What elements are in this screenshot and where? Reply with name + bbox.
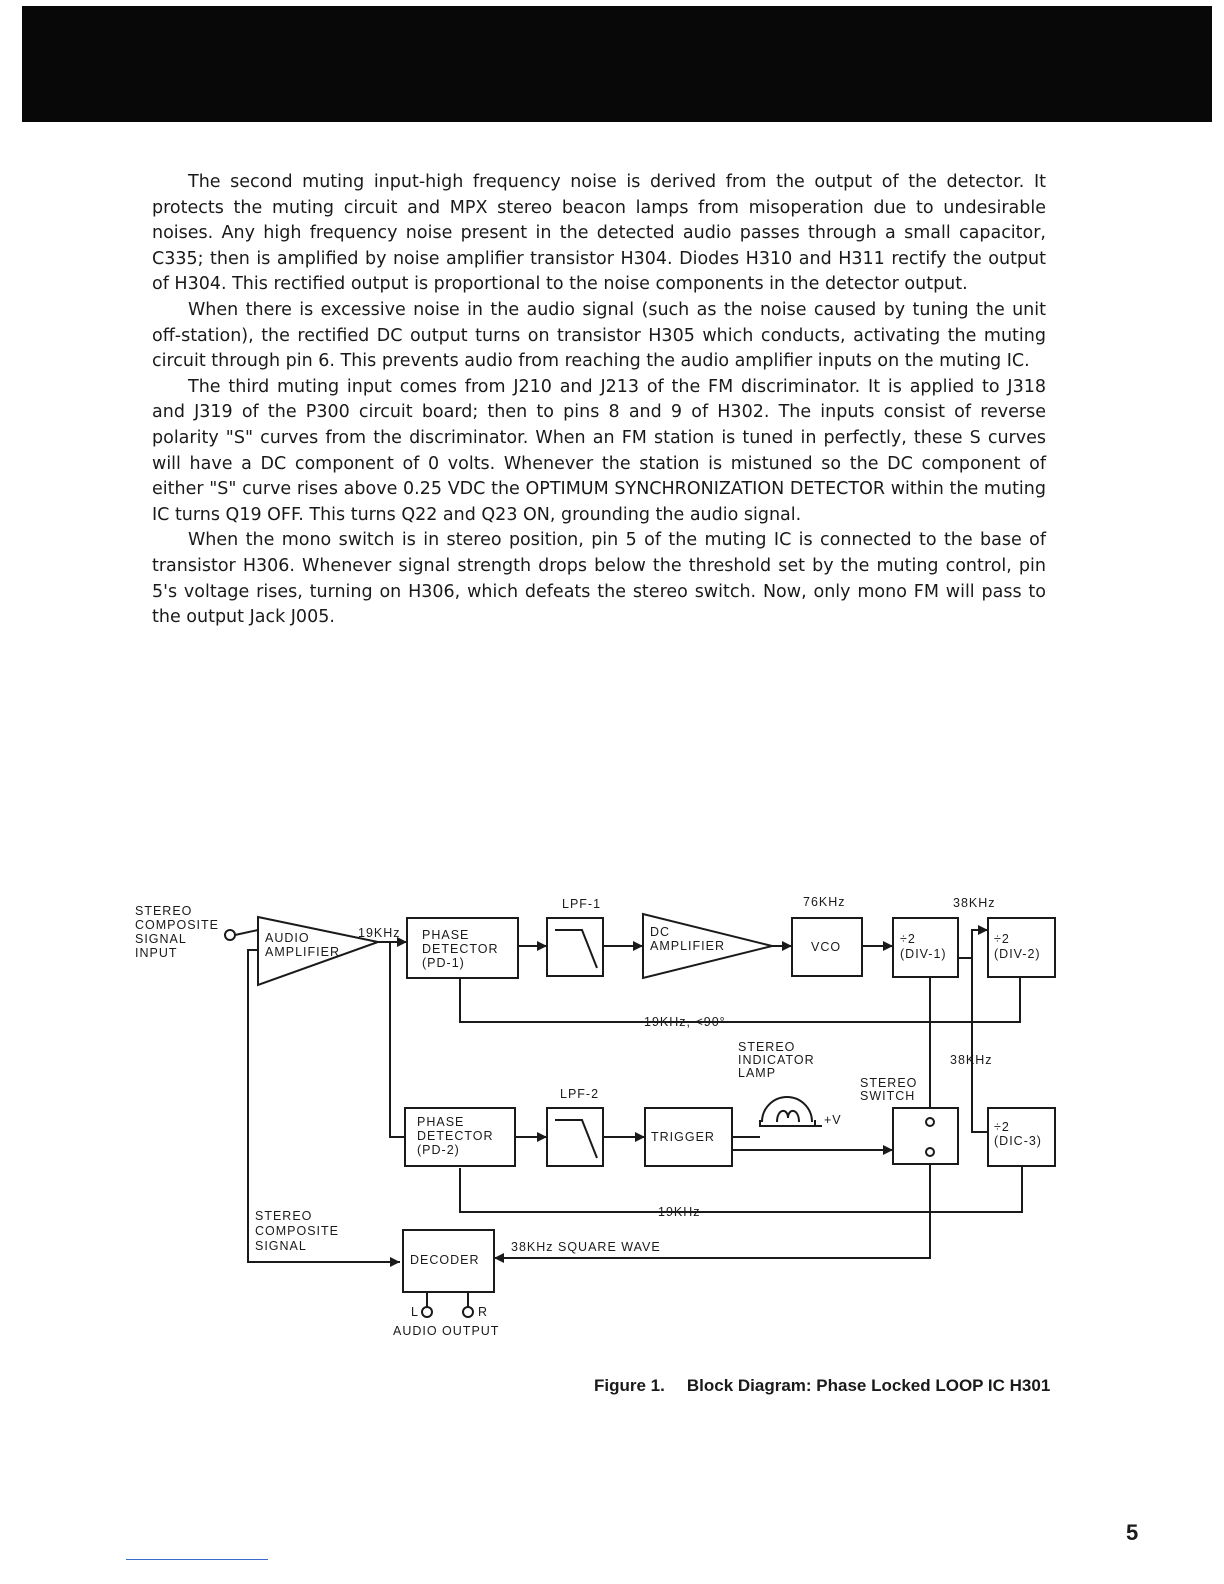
footer-rule: [126, 1559, 268, 1560]
dc-amp-label-2: AMPLIFIER: [650, 939, 725, 953]
plus-v-label: +V: [824, 1113, 842, 1127]
switch-contact-bottom: [926, 1148, 934, 1156]
header-band: [22, 6, 1212, 122]
freq-38k-top: 38KHz: [953, 896, 996, 910]
input-label-1: STEREO: [135, 904, 193, 918]
composite2-label-2: COMPOSITE: [255, 1224, 340, 1238]
freq-19k-top: 19KHz: [358, 926, 401, 940]
dc-amp-label-1: DC: [650, 925, 671, 939]
div1-label-2: (DIV-1): [900, 947, 947, 961]
decoder-label: DECODER: [410, 1253, 480, 1267]
lamp-label-3: LAMP: [738, 1066, 777, 1080]
pd2-label-2: DETECTOR: [417, 1129, 494, 1143]
lamp-label-1: STEREO: [738, 1040, 796, 1054]
switch-contact-top: [926, 1118, 934, 1126]
block-diagram: [0, 880, 1224, 1350]
dic3-label-1: ÷2: [994, 1120, 1010, 1134]
figure-title: Block Diagram: Phase Locked LOOP IC H301: [686, 1376, 1051, 1395]
input-terminal: [225, 930, 235, 940]
pd1-label-3: (PD-1): [422, 956, 465, 970]
paragraph-3: The third muting input comes from J210 and J213 of the FM discriminator. It is applied to J318 and J319 of the P300 circuit board; then to pins 8 and 9 of H302. The inputs consist of reverse polarity "S" curves from the discriminator. When an FM station is tuned in perfectly, these S curves will have a DC component of 0 volts. Whenever the station is mistuned so the DC component of either "S" curve rises above 0.25 VDC the OPTIMUM SYNCHRONIZATION DETECTOR within the muting IC turns Q19 OFF. This turns Q22 and Q23 ON, grounding the audio signal.: [152, 376, 1046, 525]
lpf1-block: [547, 918, 603, 976]
square-wave-label: 38KHz SQUARE WAVE: [511, 1240, 661, 1254]
pd1-label-2: DETECTOR: [422, 942, 499, 956]
freq-38k-mid: 38KHz: [950, 1053, 993, 1067]
stereo-switch-label-1: STEREO: [860, 1076, 918, 1090]
pd2-label-1: PHASE: [417, 1115, 465, 1129]
lamp-label-2: INDICATOR: [738, 1053, 815, 1067]
feedback-label: 19KHz, <90°: [644, 1015, 726, 1029]
composite2-label-3: SIGNAL: [255, 1239, 307, 1253]
trigger-label: TRIGGER: [651, 1130, 715, 1144]
dic3-label-2: (DIC-3): [994, 1134, 1042, 1148]
lpf1-label: LPF-1: [562, 897, 602, 911]
paragraph-2: When there is excessive noise in the audio signal (such as the noise caused by tuning the unit off-station), the rectified DC output turns on transistor H305 which conducts, activating the muting circuit through pin 6. This prevents audio from reaching the audio amplifier inputs on the muting IC.: [152, 299, 1046, 372]
vco-label: VCO: [811, 940, 842, 954]
input-label-3: SIGNAL: [135, 932, 187, 946]
left-output-label: L: [411, 1305, 419, 1319]
composite2-label-1: STEREO: [255, 1209, 313, 1223]
paragraph-4: When the mono switch is in stereo position, pin 5 of the muting IC is connected to the base of transistor H306. Whenever signal strength drops below the threshold set by the muting control, pin 5's voltage rises, turning on H306, which defeats the stereo switch. Now, only mono FM will pass to the output Jack J005.: [152, 530, 1046, 628]
input-label-4: INPUT: [135, 946, 178, 960]
left-output-terminal: [422, 1307, 432, 1317]
audio-amp-label-2: AMPLIFIER: [265, 945, 340, 959]
freq-76k: 76KHz: [803, 895, 846, 909]
pd2-label-3: (PD-2): [417, 1143, 460, 1157]
stereo-switch-block: [893, 1108, 958, 1164]
freq-19k-bottom: 19KHz: [658, 1205, 701, 1219]
right-output-label: R: [478, 1305, 489, 1319]
div2-label-2: (DIV-2): [994, 947, 1041, 961]
audio-amp-label-1: AUDIO: [265, 931, 310, 945]
pd1-label-1: PHASE: [422, 928, 470, 942]
figure-label: Figure 1.: [594, 1376, 665, 1395]
body-text: [152, 170, 1046, 631]
page-number: 5: [1126, 1520, 1139, 1545]
lpf2-block: [547, 1108, 603, 1166]
paragraph-1: The second muting input-high frequency noise is derived from the output of the detector. It protects the muting circuit and MPX stereo beacon lamps from misoperation due to undesirable noises. Any high frequency noise present in the detected audio passes through a small capacitor, C335; then is amplified by noise amplifier transistor H304. Diodes H310 and H311 rectify the output of H304. This rectified output is proportional to the noise components in the detector output.: [152, 172, 1046, 295]
right-output-terminal: [463, 1307, 473, 1317]
audio-output-label: AUDIO OUTPUT: [393, 1324, 500, 1338]
lamp-icon: [762, 1097, 812, 1122]
div2-label-1: ÷2: [994, 932, 1010, 946]
lpf2-label: LPF-2: [560, 1087, 600, 1101]
div1-label-1: ÷2: [900, 932, 916, 946]
stereo-switch-label-2: SWITCH: [860, 1089, 916, 1103]
figure-caption: [594, 1376, 1050, 1396]
input-label-2: COMPOSITE: [135, 918, 220, 932]
